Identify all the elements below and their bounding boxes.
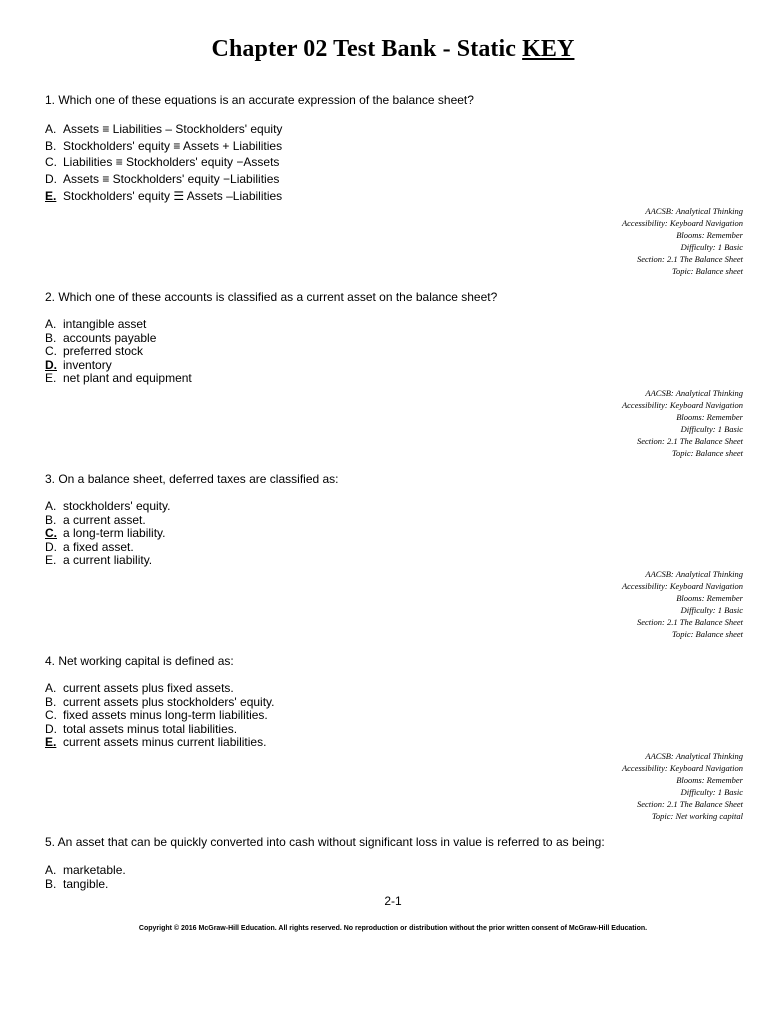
option — [45, 723, 275, 737]
question-2-options — [45, 318, 192, 386]
option — [45, 709, 275, 723]
option — [45, 554, 170, 568]
option-letter: A. — [45, 122, 57, 136]
option — [45, 332, 192, 346]
option-letter: A. — [45, 863, 57, 877]
option-letter: C. — [45, 155, 57, 170]
meta-aacsb: AACSB: Analytical Thinking — [645, 388, 743, 398]
question-4-meta — [622, 750, 743, 823]
option-letter: B. — [45, 330, 57, 345]
title-key: KEY — [522, 36, 575, 62]
option-text: Assets ≡ Liabilities – Stockholders' equity — [63, 122, 283, 136]
option — [45, 138, 282, 155]
option — [45, 541, 170, 555]
question-4-text: 4. Net working capital is defined as: — [45, 654, 234, 668]
meta-topic: Topic: Balance sheet — [672, 629, 743, 640]
meta-accessibility: Accessibility: Keyboard Navigation — [621, 581, 743, 592]
option-letter: B. — [45, 512, 57, 527]
option-letter: E. — [45, 735, 57, 749]
option-letter: E. — [45, 371, 57, 385]
option-correct — [45, 359, 192, 373]
option-text: Liabilities ≡ Stockholders' equity −Assets — [63, 155, 280, 170]
copyright-notice: Copyright © 2016 McGraw-Hill Education. All rights reserved. No reproduction or distribution without the prior written consent of McGraw-Hill Education. — [138, 925, 648, 932]
meta-difficulty: Difficulty: 1 Basic — [680, 242, 743, 253]
option-text: current assets minus current liabilities. — [63, 735, 267, 749]
option-letter: D. — [45, 357, 57, 372]
option-letter: B. — [45, 694, 57, 709]
meta-blooms: Blooms: Remember — [676, 230, 743, 241]
option-text: inventory — [63, 357, 112, 372]
meta-section: Section: 2.1 The Balance Sheet — [637, 436, 743, 447]
page-number: 2-1 — [384, 894, 402, 908]
meta-topic: Topic: Balance sheet — [672, 448, 743, 459]
question-2-meta — [622, 387, 743, 460]
option — [45, 500, 170, 514]
question-4-options — [45, 682, 275, 750]
option-letter: C. — [45, 344, 57, 358]
option-letter: D. — [45, 539, 57, 554]
option — [45, 121, 282, 138]
meta-blooms: Blooms: Remember — [676, 412, 743, 423]
meta-blooms: Blooms: Remember — [676, 775, 743, 786]
meta-difficulty: Difficulty: 1 Basic — [680, 605, 743, 616]
question-3-options — [45, 500, 170, 568]
question-1-meta — [622, 205, 743, 278]
option-text: stockholders' equity. — [63, 499, 171, 513]
option-text: a current asset. — [63, 512, 146, 527]
option — [45, 345, 192, 359]
option — [45, 171, 282, 188]
meta-aacsb: AACSB: Analytical Thinking — [645, 751, 743, 761]
option-letter: B. — [45, 138, 57, 153]
option-letter: A. — [45, 499, 57, 513]
option-letter: A. — [45, 681, 57, 695]
option — [45, 878, 126, 892]
title-text: Chapter 02 Test Bank - Static — [211, 36, 523, 62]
option-letter: C. — [45, 708, 57, 722]
option-text: a fixed asset. — [63, 539, 134, 554]
meta-difficulty: Difficulty: 1 Basic — [680, 424, 743, 435]
meta-aacsb: AACSB: Analytical Thinking — [645, 206, 743, 216]
meta-accessibility: Accessibility: Keyboard Navigation — [621, 763, 743, 774]
meta-difficulty: Difficulty: 1 Basic — [680, 787, 743, 798]
option — [45, 514, 170, 528]
option — [45, 372, 192, 386]
option-letter: A. — [45, 317, 57, 331]
option-correct — [45, 527, 170, 541]
option-text: Stockholders' equity ☰ Assets –Liabilities — [63, 188, 283, 203]
option — [45, 318, 192, 332]
question-2-text: 2. Which one of these accounts is classified as a current asset on the balance sheet? — [45, 290, 498, 304]
option-text: preferred stock — [63, 344, 144, 358]
meta-blooms: Blooms: Remember — [676, 593, 743, 604]
page-title — [0, 36, 768, 63]
option-text: current assets plus fixed assets. — [63, 681, 234, 695]
option-text: Stockholders' equity ≡ Assets + Liabilities — [63, 138, 283, 153]
option-letter: D. — [45, 721, 57, 736]
option-letter: C. — [45, 526, 57, 540]
meta-section: Section: 2.1 The Balance Sheet — [637, 799, 743, 810]
option-text: net plant and equipment — [63, 371, 192, 385]
option-letter: E. — [45, 553, 57, 567]
meta-topic: Topic: Balance sheet — [672, 266, 743, 277]
option-text: a long-term liability. — [63, 526, 166, 540]
option-text: total assets minus total liabilities. — [63, 721, 238, 736]
option-letter: E. — [45, 188, 57, 203]
meta-section: Section: 2.1 The Balance Sheet — [637, 617, 743, 628]
option-correct — [45, 188, 282, 205]
meta-accessibility: Accessibility: Keyboard Navigation — [621, 218, 743, 229]
option-text: intangible asset — [63, 317, 147, 331]
option-text: fixed assets minus long-term liabilities. — [63, 708, 268, 722]
option — [45, 696, 275, 710]
option — [45, 154, 282, 171]
meta-topic: Topic: Net working capital — [651, 811, 743, 822]
question-1-text: 1. Which one of these equations is an accurate expression of the balance sheet? — [45, 93, 474, 107]
option-text: marketable. — [63, 863, 126, 877]
meta-accessibility: Accessibility: Keyboard Navigation — [621, 400, 743, 411]
option — [45, 682, 275, 696]
question-1-options — [45, 121, 282, 204]
question-3-meta — [622, 568, 743, 641]
question-5-text: 5. An asset that can be quickly converted into cash without significant loss in value is referred to as being: — [45, 835, 605, 849]
option — [45, 864, 126, 878]
option-letter: D. — [45, 172, 57, 187]
option-text: tangible. — [63, 876, 109, 891]
option-text: accounts payable — [63, 330, 157, 345]
question-3-text: 3. On a balance sheet, deferred taxes are classified as: — [45, 472, 339, 486]
question-5-options — [45, 864, 126, 891]
option-letter: B. — [45, 876, 57, 891]
option-text: a current liability. — [63, 553, 153, 567]
meta-aacsb: AACSB: Analytical Thinking — [645, 569, 743, 579]
option-correct — [45, 736, 275, 750]
option-text: current assets plus stockholders' equity. — [63, 694, 275, 709]
meta-section: Section: 2.1 The Balance Sheet — [637, 254, 743, 265]
option-text: Assets ≡ Stockholders' equity −Liabilities — [63, 172, 280, 187]
